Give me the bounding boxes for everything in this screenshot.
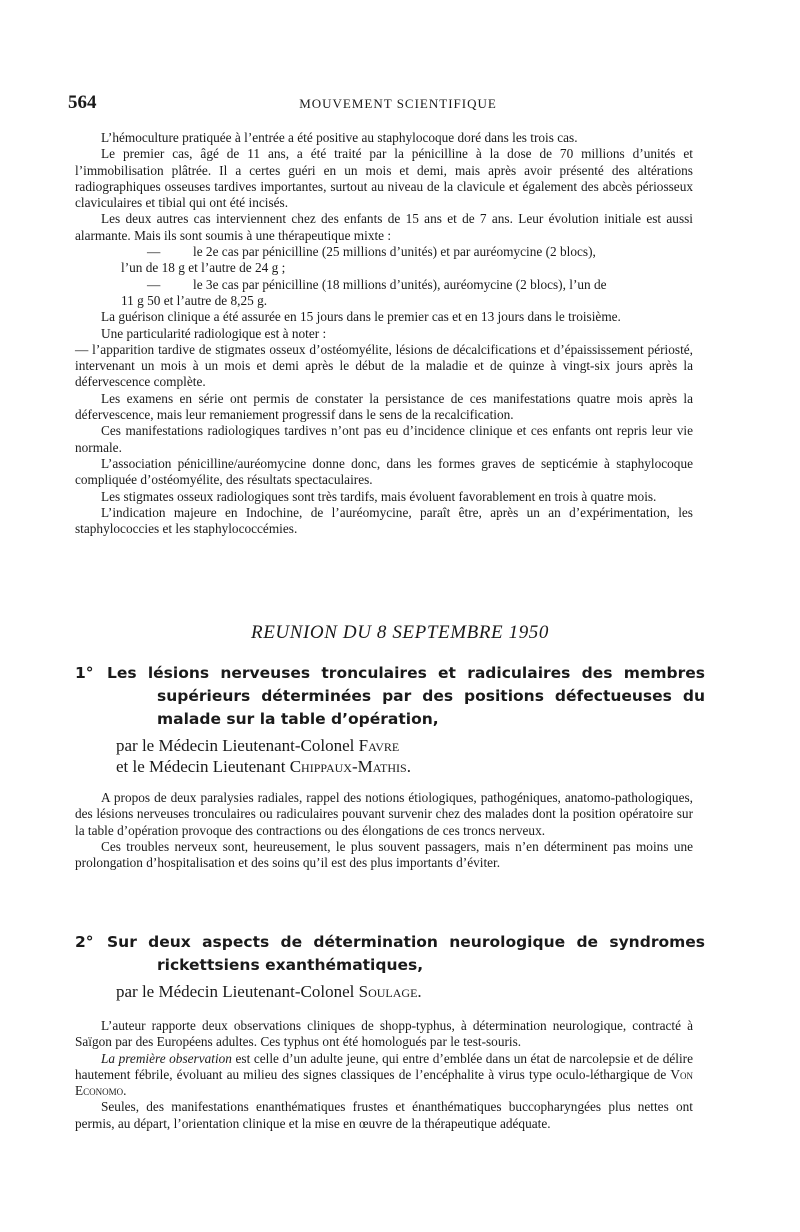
author-prefix: par le Médecin Lieutenant-Colonel bbox=[116, 736, 355, 755]
paragraph: Une particularité radiologique est à noter : bbox=[101, 325, 327, 341]
emphasis: La première observation bbox=[101, 1050, 232, 1066]
paragraph-text: est celle d’un adulte jeune, qui entre d’emblée dans un état de narcolepsie et de délire hautement fébrile, évoluant au milieu des signes classiques de l’encéphalite à virus type oculo-léthargique de bbox=[75, 1050, 694, 1082]
dash-marker: — bbox=[147, 244, 161, 260]
author-line bbox=[116, 756, 716, 777]
article-1-title bbox=[75, 662, 705, 731]
cited-name: Von Economo. bbox=[75, 1066, 693, 1099]
paragraph: La guérison clinique a été assurée en 15 jours dans le premier cas et en 13 jours dans le troisième. bbox=[101, 309, 621, 325]
paragraph bbox=[75, 1051, 693, 1100]
article-title-text: Les lésions nerveuses tronculaires et radiculaires des membres supérieurs déterminées par des positions défectueuses du malade sur la table d’opération, bbox=[107, 664, 705, 728]
article-2-abstract bbox=[75, 1018, 693, 1132]
paragraph: L’indication majeure en Indochine, de l’auréomycine, paraît être, après un an d’expérimentation, les staphylococcies et les staphylococcémies. bbox=[75, 504, 693, 537]
author-name: Soulage. bbox=[358, 982, 422, 1001]
article-2-title bbox=[75, 931, 705, 977]
list-item-text: l’apparition tardive de stigmates osseux d’ostéomyélite, lésions de décalcifications et d’épaississement périosté, intervenant un mois à un mois et demi après le début de la maladie et de quinze à vingt-six jours après la défervescence complète. bbox=[75, 341, 693, 390]
article-2-authors bbox=[116, 981, 716, 1002]
paragraph: Les stigmates osseux radiologiques sont très tardifs, mais évoluent favorablement en trois à quatre mois. bbox=[101, 488, 657, 504]
paragraph: A propos de deux paralysies radiales, rappel des notions étiologiques, pathogéniques, anatomo-pathologiques, des lésions nerveuses tronculaires ou radiculaires pouvant survenir chez des malades dont la position opératoire sur la table d’opération provoque des contractions ou des élongations de ces troncs nerveux. bbox=[75, 790, 693, 838]
meeting-title: REUNION DU 8 SEPTEMBRE 1950 bbox=[251, 622, 549, 643]
article-title-text: Sur deux aspects de détermination neurologique de syndromes rickettsiens exanthématiques, bbox=[107, 933, 705, 974]
author-line bbox=[116, 981, 716, 1002]
paragraph: Ces manifestations radiologiques tardives n’ont pas eu d’incidence clinique et ces enfants ont repris leur vie normale. bbox=[75, 423, 693, 455]
article-1-authors bbox=[116, 735, 716, 777]
paragraph: Seules, des manifestations enanthématiques frustes et énanthématiques buccopharyngées plus nettes ont permis, au départ, l’orientation clinique et la mise en œuvre de la thérapeutique adéquate. bbox=[75, 1099, 693, 1131]
list-item bbox=[75, 277, 693, 310]
paragraph: L’auteur rapporte deux observations cliniques de shopp-typhus, à détermination neurologique, contracté à Saïgon par des Européens adultes. Ces typhus ont été homologués par le test-souris. bbox=[75, 1018, 693, 1050]
paragraph: L’hémoculture pratiquée à l’entrée a été positive au staphylocoque doré dans les trois cas. bbox=[101, 130, 578, 145]
paragraph: Les examens en série ont permis de constater la persistance de ces manifestations quatre mois après la défervescence, mais leur remaniement progressif dans le sens de la recalcification. bbox=[75, 390, 693, 423]
article-number: 2° bbox=[75, 933, 94, 951]
page-number: 564 bbox=[68, 92, 97, 113]
author-prefix: et le Médecin Lieutenant bbox=[116, 757, 286, 776]
list-item-continuation: l’un de 18 g et l’autre de 24 g ; bbox=[121, 260, 286, 276]
list-item-text: le 3e cas par pénicilline (18 millions d’unités), auréomycine (2 blocs), l’un de bbox=[193, 276, 607, 292]
paragraph: Les deux autres cas interviennent chez des enfants de 15 ans et de 7 ans. Leur évolution initiale est aussi alarmante. Mais ils sont soumis à une thérapeutique mixte : bbox=[75, 211, 693, 243]
article-1-abstract bbox=[75, 790, 693, 871]
author-name: Favre bbox=[358, 736, 400, 755]
page-header bbox=[68, 92, 728, 116]
dash-marker: — bbox=[147, 276, 161, 292]
list-item-continuation: 11 g 50 et l’autre de 8,25 g. bbox=[121, 292, 268, 308]
list-item-text: le 2e cas par pénicilline (25 millions d’unités) et par auréomycine (2 blocs), bbox=[193, 244, 596, 260]
article-number: 1° bbox=[75, 664, 94, 682]
list-item bbox=[75, 244, 693, 277]
dash-marker: — bbox=[75, 341, 89, 357]
list-item bbox=[75, 342, 693, 391]
paragraph: L’association pénicilline/auréomycine donne donc, dans les formes graves de septicémie à staphylocoque compliquée d’ostéomyélite, des résultats spectaculaires. bbox=[75, 455, 693, 488]
paragraph: Ces troubles nerveux sont, heureusement, le plus souvent passagers, mais n’en déterminent pas moins une prolongation d’hospitalisation et des soins qu’il est des plus importants d’éviter. bbox=[75, 838, 693, 871]
author-prefix: par le Médecin Lieutenant-Colonel bbox=[116, 982, 355, 1001]
case-report-continuation bbox=[75, 130, 693, 537]
paragraph: Le premier cas, âgé de 11 ans, a été traité par la pénicilline à la dose de 70 millions d’unités et l’immobilisation plâtrée. Il a certes guéri en un mois et demi, mais après avoir présenté des altérations radiographiques osseuses tardives importantes, surtout au niveau de la clavicule et également des abcès périosseux claviculaires et tibial qui ont été incisés. bbox=[75, 146, 693, 211]
running-head: MOUVEMENT SCIENTIFIQUE bbox=[299, 96, 497, 111]
author-line bbox=[116, 735, 716, 756]
author-name: Chippaux-Mathis. bbox=[289, 757, 411, 776]
